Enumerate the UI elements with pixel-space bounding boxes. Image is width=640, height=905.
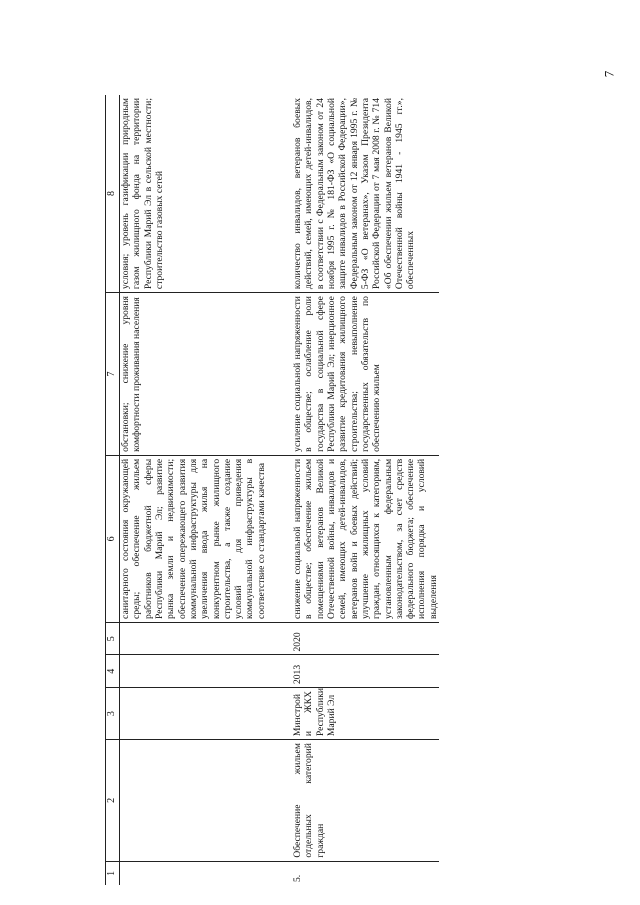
executor: Минстрой и ЖКХ Республики Марий Эл xyxy=(292,688,439,740)
header-cell: 6 xyxy=(106,455,120,622)
rotated-table-sheet xyxy=(105,95,620,885)
table-row xyxy=(292,95,439,885)
indicator-link: условия; уровень газификации природным газом жилищного фонда на территории Республики Марий Эл в сельской местности; строительство газовых сетей xyxy=(120,95,293,293)
column-number-row xyxy=(106,95,120,885)
header-cell: 1 xyxy=(106,861,120,885)
table-row xyxy=(120,95,293,885)
start-year: 2013 xyxy=(292,655,439,688)
measure-content: санитарного состояния окружающей среды; обеспечение жильем работников бюджетной сферы Республики Марий Эл; развитие рынка земли и недвижимости; обеспечение опережающего развития коммунальной инфраструктуры для увеличения ввода жилья на конкурентном рынке жилищного строительства, а также создание условий для приведения коммунальной инфраструктуры в соответствие со стандартами качества xyxy=(120,455,293,622)
indicator-link: количество инвалидов, ветеранов боевых действий, семей, имеющих детей-инвалидов, в соответствии с Федеральным законом от 24 ноября 1995 г. № 181-ФЗ «О социальной защите инвалидов в Российской Федерации», Федеральным законом от 12 января 1995 г. № 5-ФЗ «О ветеранах», Указом Президента Российской Федерации от 7 мая 2008 г. № 714 «Об обеспечении жильем ветеранов Великой Отечественной войны 1941 - 1945 гг.», обеспеченных xyxy=(292,95,439,293)
program-measures-table xyxy=(105,95,439,885)
header-cell: 4 xyxy=(106,655,120,688)
row-number: 5. xyxy=(292,874,303,882)
header-cell: 8 xyxy=(106,95,120,293)
measure-content: снижение социальной напряженности в обществе; обеспечение жильем помещениями ветеранов Великой Отечественной войны, инвалидов и семей, имеющих детей-инвалидов, ветеранов войн и боевых действий; улучшение жилищных условий граждан, относящихся к категориям, установленным федеральным законодательством, за счет средств федерального бюджета; обеспечение исполнения порядка и условий выделения xyxy=(292,455,439,622)
header-cell: 5 xyxy=(106,622,120,655)
header-cell: 7 xyxy=(106,293,120,456)
header-cell: 2 xyxy=(106,740,120,862)
row-number xyxy=(120,861,293,885)
measure-name: Обеспечение жильем отдельных категорий граждан xyxy=(292,740,439,862)
start-year xyxy=(120,655,293,688)
non-implementation-consequences: усиление социальной напряженности в обществе; ослабление роли государства в социальной сфере Республики Марий Эл; инерционное развитие кредитования жилищного строительства; невыполнение государственных обязательств по обеспечению жильем xyxy=(292,293,439,456)
end-year: 2020 xyxy=(292,622,439,655)
end-year xyxy=(120,622,293,655)
executor xyxy=(120,688,293,740)
measure-name xyxy=(120,740,293,862)
page-number: 7 xyxy=(600,70,616,78)
non-implementation-consequences: обстановки; снижение уровня комфортности проживания населения xyxy=(120,293,293,456)
header-cell: 3 xyxy=(106,688,120,740)
